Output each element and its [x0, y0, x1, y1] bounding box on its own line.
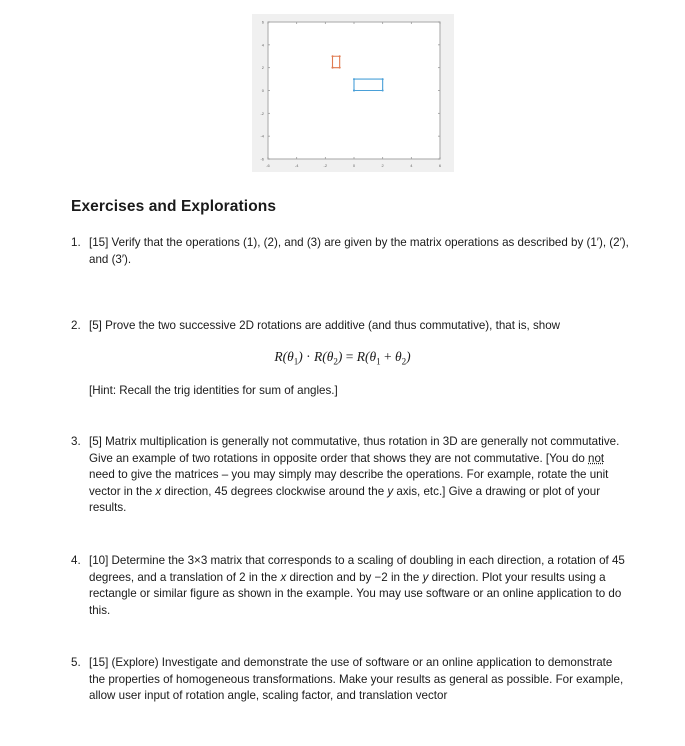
item-text: [15] Verify that the operations (1), (2), and (3) are given by the matrix operations as described by (1′), (2′), and (3′). [89, 236, 629, 266]
exercise-4 [71, 553, 631, 619]
y-tick-label: -4 [260, 133, 264, 139]
hint-text: [Hint: Recall the trig identities for sum of angles.] [89, 384, 338, 397]
matlab-figure [252, 14, 454, 172]
item-text: [10] Determine the 3×3 matrix that corresponds to a scaling of doubling in each direction, a rotation of 45 degrees, and a translation of 2 in the x direction and by −2 in the y direction. Plot your results using a rectangle or similar figure as shown in the example. You may use software or an online application to do this. [89, 554, 625, 617]
exercise-3 [71, 434, 631, 517]
data-point [353, 78, 355, 80]
exercise-5 [71, 655, 631, 705]
data-point [353, 90, 355, 92]
data-point [332, 67, 334, 69]
item-number: 1. [71, 236, 81, 249]
rectangle-plot [252, 14, 454, 172]
rotation-equation: $R(\theta_1) \cdot R(\theta_2) = R(\theta_1 + \theta_2)$ [274, 349, 411, 367]
section-heading: Exercises and Explorations [71, 198, 277, 215]
item-number: 2. [71, 319, 81, 332]
y-tick-label: -2 [260, 110, 264, 116]
x-tick-label: 6 [438, 163, 442, 168]
data-point [339, 67, 341, 69]
item-text: [15] (Explore) Investigate and demonstrate the use of software or an online application to demonstrate the properties of homogeneous transformations. Make your results as general as possible. For example, allow user input of rotation angle, scaling factor, and translation vector [89, 656, 624, 702]
x-tick-label: 0 [352, 163, 356, 168]
item-number: 3. [71, 435, 81, 448]
item-number: 4. [71, 554, 81, 567]
y-tick-label: 6 [261, 19, 264, 25]
y-tick-label: 4 [261, 42, 264, 48]
x-tick-label: 2 [381, 163, 384, 168]
y-tick-label: 2 [261, 65, 264, 71]
item-number: 5. [71, 656, 81, 669]
exercise-2 [71, 318, 631, 335]
x-tick-label: -2 [323, 163, 328, 168]
y-tick-label: -6 [260, 156, 264, 162]
data-point [382, 78, 384, 80]
data-point [382, 90, 384, 92]
y-tick-label: 0 [261, 88, 264, 93]
x-tick-label: 4 [410, 163, 413, 168]
x-tick-label: -4 [294, 163, 299, 168]
x-tick-label: -6 [266, 163, 270, 168]
exercise-1 [71, 235, 631, 268]
data-point [339, 55, 341, 57]
item-text: [5] Matrix multiplication is generally not commutative, thus rotation in 3D are generally not commutative. Give an example of two rotations in opposite order that shows they are not commutative. [You do not need to give the matrices – you may simply may describe the operations. For example, rotate the unit vector in the x direction, 45 degrees clockwise around the y axis, etc.] Give a drawing or plot of your results. [89, 435, 620, 514]
item-text: [5] Prove the two successive 2D rotations are additive (and thus commutative), that is, show [89, 319, 561, 332]
data-point [332, 55, 334, 57]
